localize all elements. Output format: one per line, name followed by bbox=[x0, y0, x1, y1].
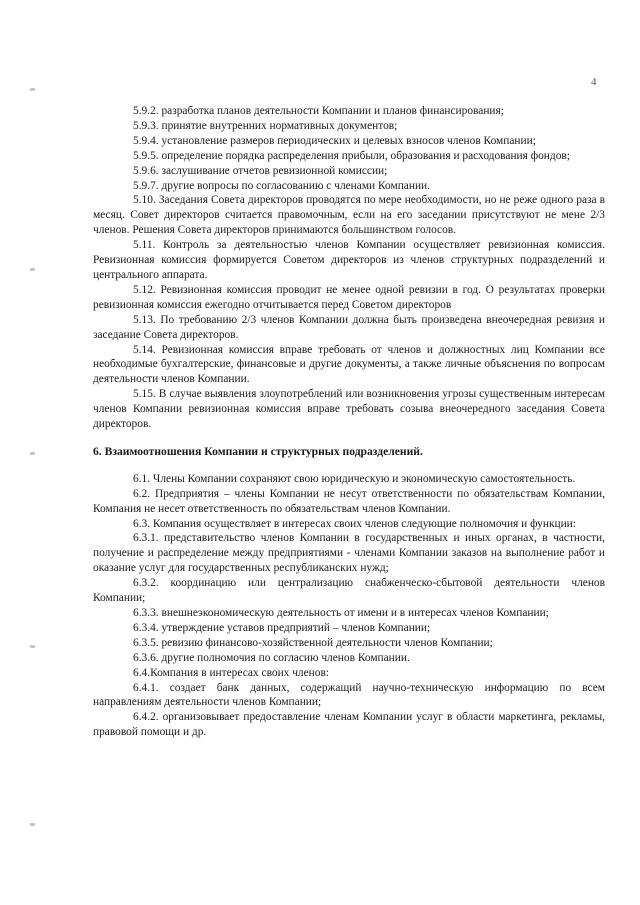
clause-5-13: 5.13. По требованию 2/3 членов Компании должна быть произведена внеочередная ревизия и заседание Совета директоров. bbox=[93, 313, 605, 341]
scan-mark bbox=[30, 823, 35, 826]
scan-mark bbox=[30, 452, 35, 455]
clause-6-1: 6.1. Члены Компании сохраняют свою юридическую и экономическую самостоятельность. bbox=[133, 472, 576, 485]
clause-5-9-6: 5.9.6. заслушивание отчетов ревизионной комиссии; bbox=[133, 164, 388, 177]
clause-6-4-2: 6.4.2. организовывает предоставление членам Компании услуг в области маркетинга, рекламы, правовой помощи и др. bbox=[93, 711, 605, 739]
clause-6-2: 6.2. Предприятия – члены Компании не несут ответственности по обязательствам Компании, Компания не несет ответственность по обязательствам членов Компании. bbox=[93, 487, 605, 515]
clause-6-3-2: 6.3.2. координацию или централизацию снабженческо-сбытовой деятельности членов Компании; bbox=[93, 577, 605, 605]
clause-6-4-1: 6.4.1. создает банк данных, содержащий научно-техническую информацию по всем направлениям деятельности членов Компании; bbox=[93, 681, 605, 709]
clause-5-12: 5.12. Ревизионная комиссия проводит не менее одной ревизии в год. О результатах проверки ревизионная комиссия ежегодно отчитывается перед Советом директоров bbox=[93, 283, 605, 311]
clause-6-3-3: 6.3.3. внешнеэкономическую деятельность от имени и в интересах членов Компании; bbox=[133, 607, 549, 619]
clause-5-10: 5.10. Заседания Совета директоров проводятся по мере необходимости, но не реже одного раза в месяц. Совет директоров считается правомочным, если на его заседании присутствуют не мене 2/3 членов. Решения Совета директоров принимаются большинством голосов. bbox=[93, 194, 605, 237]
clause-6-3-5: 6.3.5. ревизию финансово-хозяйственной деятельности членов Компании; bbox=[133, 636, 493, 649]
clause-5-11: 5.11. Контроль за деятельностью членов Компании осуществляет ревизионная комиссия. Ревизионная комиссия формируется Советом директоров из членов структурных подразделений и центрального аппарата. bbox=[93, 239, 605, 281]
clause-6-3: 6.3. Компания осуществляет в интересах своих членов следующие полномочия и функции: bbox=[133, 517, 576, 530]
clause-6-4: 6.4.Компания в интересах своих членов: bbox=[133, 666, 330, 679]
document-body bbox=[93, 104, 605, 740]
scan-mark bbox=[30, 268, 35, 271]
section-heading: 6. Взаимоотношения Компании и структурных подразделений. bbox=[93, 444, 423, 458]
clause-5-9-4: 5.9.4. установление размеров периодических и целевых взносов членов Компании; bbox=[133, 134, 536, 147]
clause-5-9-2: 5.9.2. разработка планов деятельности Компании и планов финансирования; bbox=[133, 105, 504, 117]
clause-5-14: 5.14. Ревизионная комиссия вправе требовать от членов и должностных лиц Компании все необходимые бухгалтерские, финансовые и другие документы, а также личные объяснения по вопросам деятельности членов Компании. bbox=[93, 343, 605, 386]
clause-5-9-7: 5.9.7. другие вопросы по согласованию с членами Компании. bbox=[133, 179, 430, 192]
clause-5-15: 5.15. В случае выявления злоупотреблений или возникновения угрозы существенным интересам членов Компании ревизионная комиссия вправе требовать созыва внеочередного заседания Совета директоров. bbox=[93, 388, 605, 431]
scan-mark bbox=[30, 88, 35, 91]
scan-mark bbox=[30, 645, 35, 648]
clause-6-3-4: 6.3.4. утверждение уставов предприятий – членов Компании; bbox=[133, 621, 431, 634]
clause-5-9-3: 5.9.3. принятие внутренних нормативных документов; bbox=[133, 119, 398, 132]
clause-6-3-1: 6.3.1. представительство членов Компании в государственных и иных органах, в частности, получение и распределение между предприятиями - членами Компании заказов на выполнение работ и оказание услуг для государственных республиканских нужд; bbox=[93, 532, 605, 575]
clause-5-9-5: 5.9.5. определение порядка распределения прибыли, образования и расходования фондов; bbox=[133, 149, 570, 162]
clause-6-3-6: 6.3.6. другие полномочия по согласию членов Компании. bbox=[133, 651, 410, 664]
page-number: 4 bbox=[591, 76, 597, 88]
